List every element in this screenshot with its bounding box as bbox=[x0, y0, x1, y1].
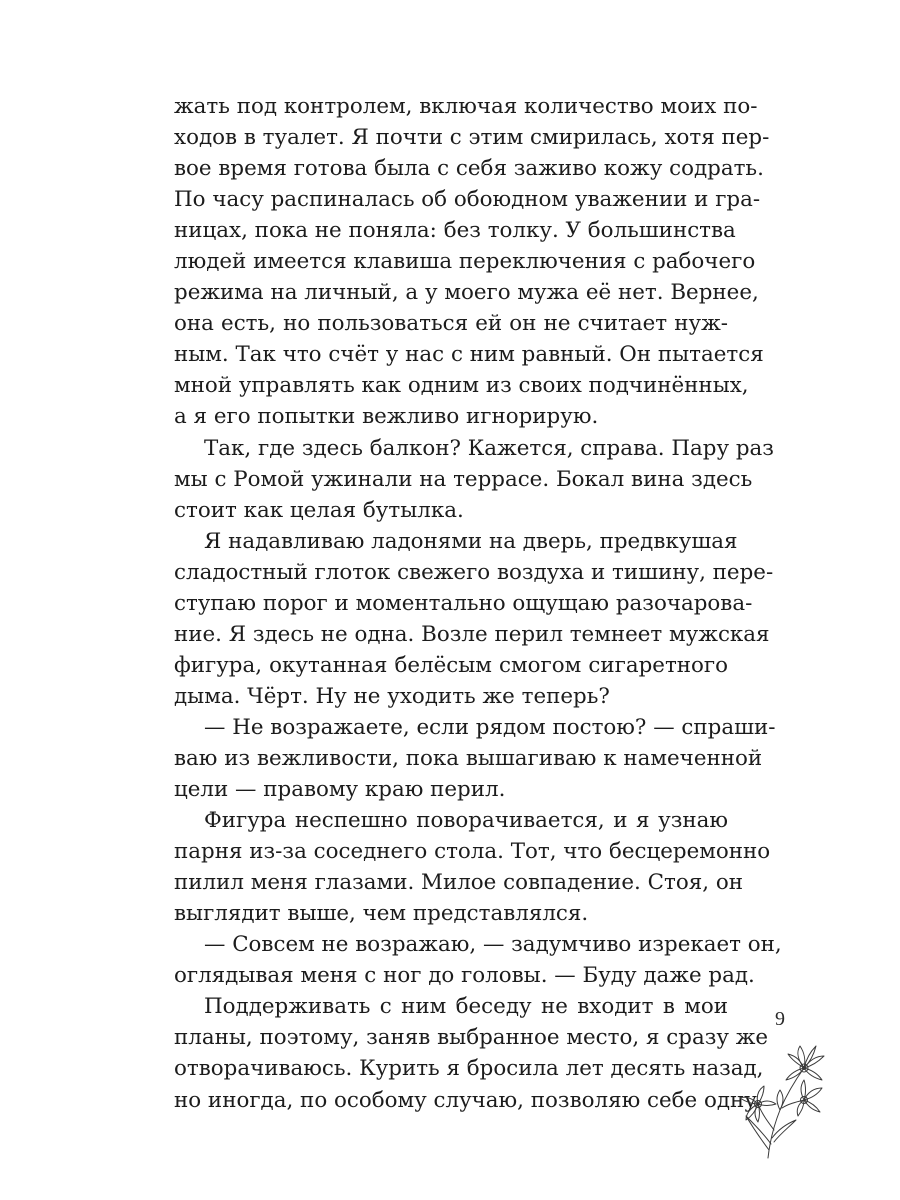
text-line: Поддерживать с ним беседу не входит в мои bbox=[204, 994, 728, 1020]
text-line: отворачиваюсь. Курить я бросила лет десять назад, bbox=[174, 1056, 764, 1082]
text-line: По часу распиналась об обоюдном уважении и гра- bbox=[174, 187, 761, 213]
text-line: ваю из вежливости, пока вышагиваю к намеченной bbox=[174, 745, 763, 771]
text-line: ступаю порог и моментально ощущаю разочарова- bbox=[174, 590, 753, 616]
text-line: дыма. Чёрт. Ну не уходить же теперь? bbox=[174, 683, 610, 709]
narcissus-flower-icon bbox=[738, 1030, 828, 1160]
text-line: цели — правому краю перил. bbox=[174, 777, 506, 803]
text-line: парня из-за соседнего стола. Тот, что бесцеремонно bbox=[174, 839, 771, 865]
text-line: — Не возражаете, если рядом постою? — спраши- bbox=[204, 714, 776, 740]
text-line: а я его попытки вежливо игнорирую. bbox=[174, 404, 599, 430]
text-line: мы с Ромой ужинали на террасе. Бокал вина здесь bbox=[174, 466, 753, 492]
text-line: сладостный глоток свежего воздуха и тишину, пере- bbox=[174, 559, 774, 585]
text-line: выглядит выше, чем представлялся. bbox=[174, 901, 589, 927]
text-line: жать под контролем, включая количество моих по- bbox=[174, 94, 758, 119]
text-line: Так, где здесь балкон? Кажется, справа. Пару раз bbox=[204, 435, 774, 461]
text-line: людей имеется клавиша переключения с рабочего bbox=[174, 249, 756, 275]
text-line: оглядывая меня с ног до головы. — Буду даже рад. bbox=[174, 963, 755, 989]
text-line: но иногда, по особому случаю, позволяю себе одну bbox=[174, 1087, 757, 1113]
text-line: фигура, окутанная белёсым смогом сигаретного bbox=[174, 652, 728, 678]
text-line: пилил меня глазами. Милое совпадение. Стоя, он bbox=[174, 870, 743, 896]
page-number: 9 bbox=[775, 1008, 785, 1030]
text-line: она есть, но пользоваться ей он не считает нуж- bbox=[174, 311, 728, 337]
text-line: режима на личный, а у моего мужа её нет. Вернее, bbox=[174, 280, 759, 306]
body-text bbox=[174, 91, 782, 1116]
text-line: Фигура неспешно поворачивается, и я узнаю bbox=[204, 808, 728, 834]
text-line: — Совсем не возражаю, — задумчиво изрекает он, bbox=[204, 932, 782, 958]
text-line: ходов в туалет. Я почти с этим смирилась, хотя пер- bbox=[174, 125, 770, 151]
text-line: мной управлять как одним из своих подчинённых, bbox=[174, 373, 749, 399]
text-line: ным. Так что счёт у нас с ним равный. Он пытается bbox=[174, 342, 764, 368]
text-line: планы, поэтому, заняв выбранное место, я сразу же bbox=[174, 1025, 769, 1051]
text-line: стоит как целая бутылка. bbox=[174, 497, 464, 523]
text-line: Я надавливаю ладонями на дверь, предвкушая bbox=[204, 528, 738, 554]
text-line: вое время готова была с себя заживо кожу содрать. bbox=[174, 156, 764, 182]
text-line: ницах, пока не поняла: без толку. У большинства bbox=[174, 218, 736, 244]
text-line: ние. Я здесь не одна. Возле перил темнеет мужская bbox=[174, 621, 770, 647]
